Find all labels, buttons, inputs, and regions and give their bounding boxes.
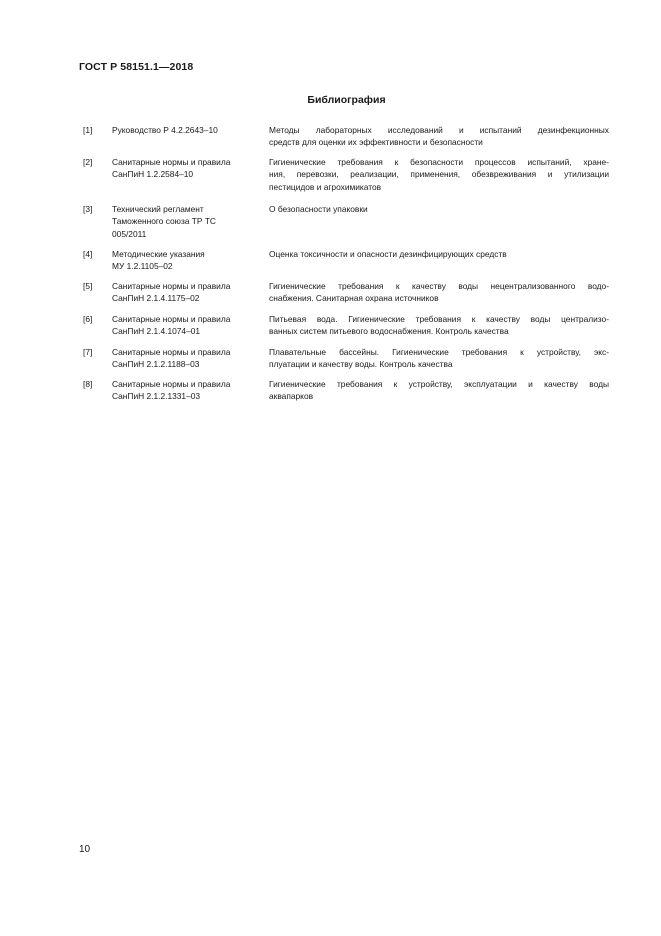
entry-source bbox=[112, 248, 262, 273]
entry-description-line: плуатации и качеству воды. Контроль качества bbox=[269, 359, 453, 370]
document-code-header: ГОСТ Р 58151.1—2018 bbox=[79, 61, 194, 73]
entry-description-line: аквапарков bbox=[269, 391, 314, 402]
entry-description-line: ния, перевозки, реализации, применения, обезвреживания и утилизации bbox=[269, 169, 609, 180]
entry-source bbox=[112, 346, 262, 371]
entry-number: [8] bbox=[83, 379, 93, 389]
entry-source-line: Руководство Р 4.2.2643–10 bbox=[112, 125, 218, 135]
entry-description-line: средств для оценки их эффективности и безопасности bbox=[269, 137, 483, 148]
entry-description bbox=[269, 203, 609, 215]
entry-source-line: Санитарные нормы и правила bbox=[112, 281, 231, 291]
entry-description-line: Питьевая вода. Гигиенические требования к качеству воды централизо- bbox=[269, 314, 609, 324]
entry-number: [5] bbox=[83, 281, 93, 291]
entry-source-line: Санитарные нормы и правила bbox=[112, 379, 231, 389]
entry-description-line: Гигиенические требования к безопасности процессов испытаний, хране- bbox=[269, 157, 609, 167]
entry-source bbox=[112, 313, 262, 338]
entry-description-line: пестицидов и агрохимикатов bbox=[269, 181, 382, 192]
entry-source-line: Санитарные нормы и правила bbox=[112, 157, 231, 167]
entry-source-line: Санитарные нормы и правила bbox=[112, 347, 231, 357]
section-title-text: Библиография bbox=[307, 94, 386, 106]
entry-source bbox=[112, 378, 262, 403]
entry-number: [4] bbox=[83, 249, 93, 259]
entry-source-line: СанПиН 2.1.4.1074–01 bbox=[112, 326, 201, 337]
entry-description bbox=[269, 378, 609, 403]
entry-source bbox=[112, 124, 262, 136]
entry-description bbox=[269, 313, 609, 338]
entry-description bbox=[269, 248, 609, 260]
entry-source-line: Технический регламент bbox=[112, 204, 204, 214]
entry-description-line: Гигиенические требования к качеству воды нецентрализованного водо- bbox=[269, 281, 609, 291]
entry-number: [6] bbox=[83, 314, 93, 324]
entry-source-line: Санитарные нормы и правила bbox=[112, 314, 231, 324]
entry-source-line: СанПиН 2.1.2.1188–03 bbox=[112, 359, 200, 370]
entry-source bbox=[112, 156, 262, 181]
section-title bbox=[0, 94, 661, 106]
entry-description-line: снабжения. Санитарная охрана источников bbox=[269, 293, 439, 304]
entry-description-line: Методы лабораторных исследований и испытаний дезинфекционных bbox=[269, 125, 609, 135]
entry-source-line: Методические указания bbox=[112, 249, 205, 259]
entry-source-line: СанПиН 2.1.2.1331–03 bbox=[112, 391, 201, 402]
entry-source-line: 005/2011 bbox=[112, 228, 147, 239]
entry-number: [2] bbox=[83, 157, 93, 167]
entry-description-line: ванных систем питьевого водоснабжения. Контроль качества bbox=[269, 326, 509, 337]
entry-description-line: Гигиенические требования к устройству, эксплуатации и качеству воды bbox=[269, 379, 609, 389]
entry-description-line: Плавательные бассейны. Гигиенические требования к устройству, экс- bbox=[269, 347, 609, 357]
entry-source-line: СанПиН 1.2.2584–10 bbox=[112, 169, 194, 180]
entry-description bbox=[269, 156, 609, 193]
entry-source-line: СанПиН 2.1.4.1175–02 bbox=[112, 293, 200, 304]
entry-number: [1] bbox=[83, 125, 93, 135]
entry-description bbox=[269, 124, 609, 149]
entry-source bbox=[112, 203, 262, 240]
entry-description bbox=[269, 346, 609, 371]
entry-source bbox=[112, 280, 262, 305]
entry-description-line: Оценка токсичности и опасности дезинфицирующих средств bbox=[269, 249, 507, 259]
entry-description-line: О безопасности упаковки bbox=[269, 204, 368, 214]
entry-number: [7] bbox=[83, 347, 93, 357]
entry-source-line: МУ 1.2.1105–02 bbox=[112, 261, 173, 272]
entry-source-line: Таможенного союза ТР ТС bbox=[112, 216, 216, 227]
entry-number: [3] bbox=[83, 204, 93, 214]
entry-description bbox=[269, 280, 609, 305]
page-number: 10 bbox=[79, 844, 91, 855]
